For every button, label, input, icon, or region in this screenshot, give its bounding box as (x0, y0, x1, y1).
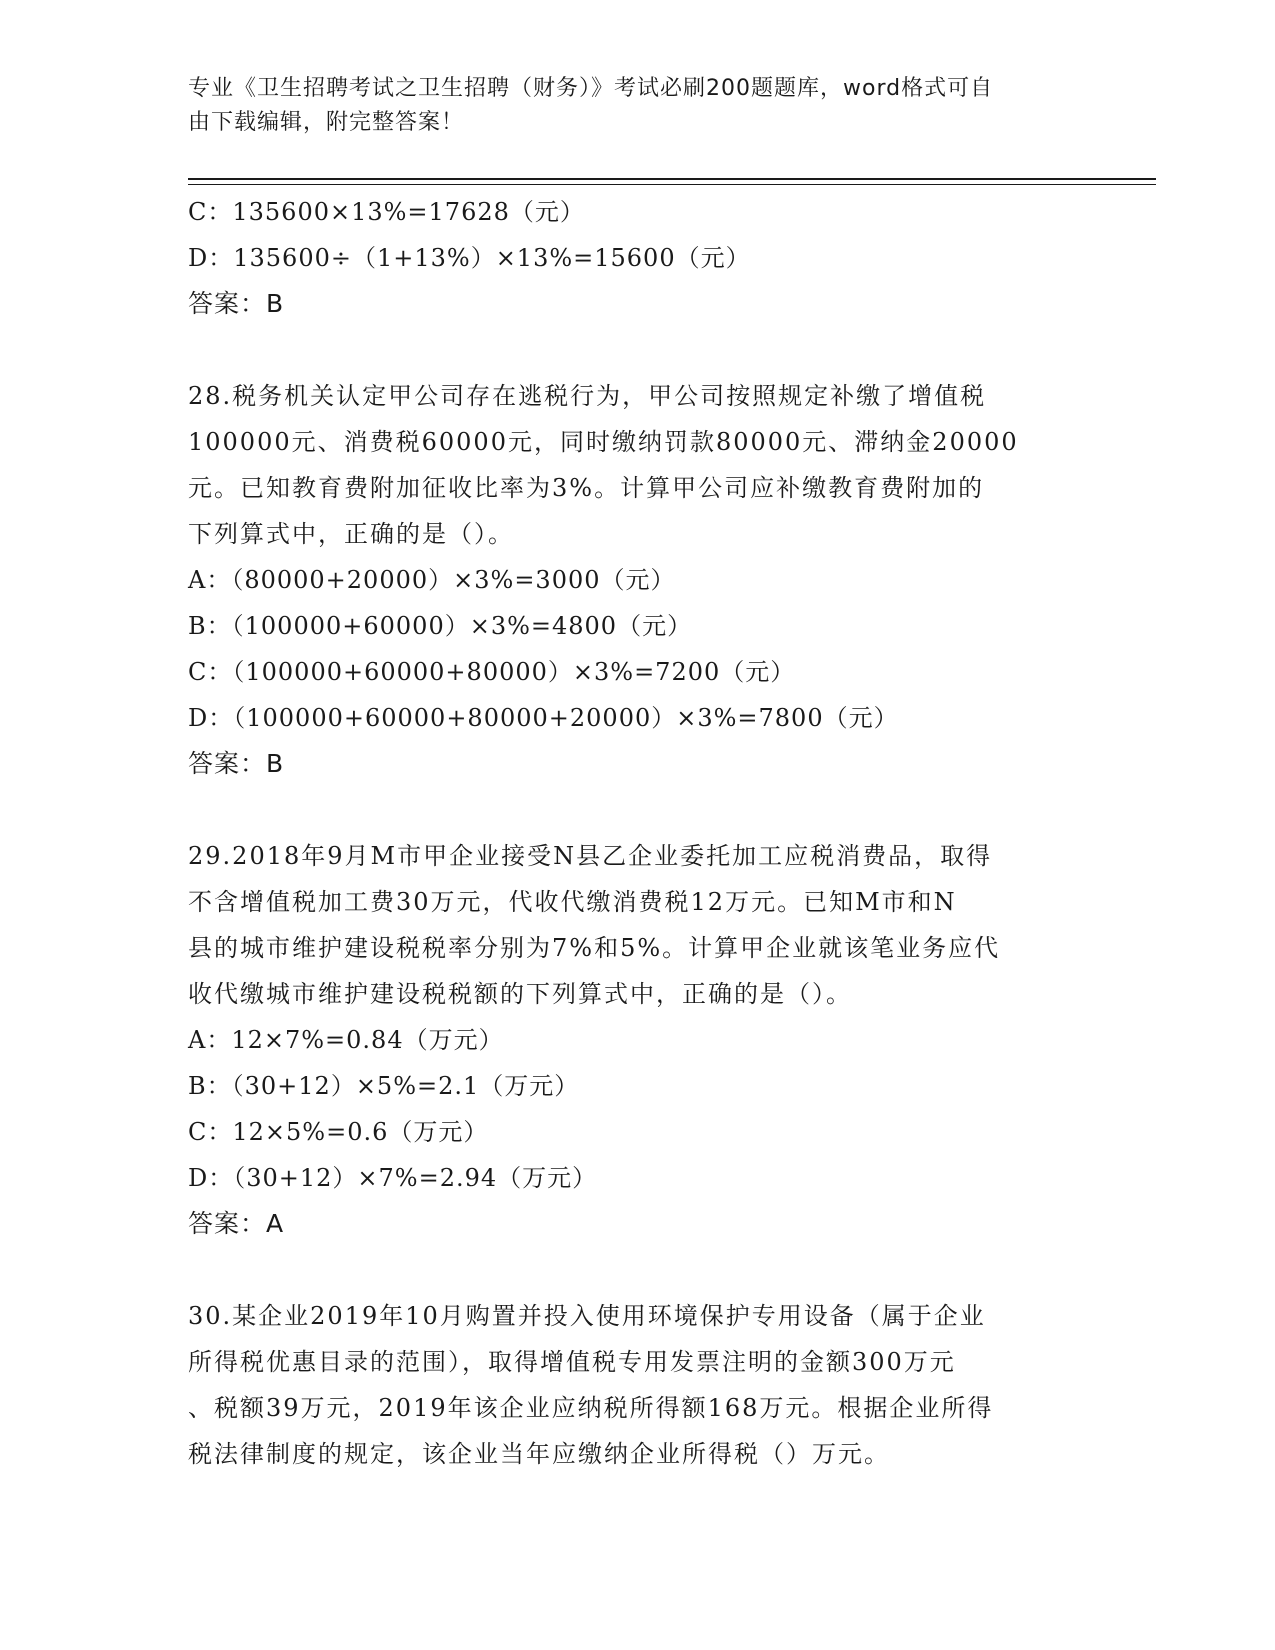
header-rule-thin (188, 184, 1156, 185)
option-c: C：135600×13%=17628（元） (188, 198, 585, 226)
question-text-line: 县的城市维护建设税税率分别为7%和5%。计算甲企业就该笔业务应代 (188, 934, 1001, 962)
question-text-line: 100000元、消费税60000元，同时缴纳罚款80000元、滞纳金20000 (188, 428, 1019, 456)
question-28 (188, 373, 1088, 557)
answer: 答案：B (188, 749, 285, 778)
question-text-line: 29.2018年9月M市甲企业接受N县乙企业委托加工应税消费品，取得 (188, 842, 993, 870)
option-d: D：（100000+60000+80000+20000）×3%=7800（元） (188, 704, 899, 732)
question-text-line: 下列算式中，正确的是（）。 (188, 520, 514, 548)
question-text-line: 税法律制度的规定，该企业当年应缴纳企业所得税（）万元。 (188, 1440, 890, 1468)
option-d: D：（30+12）×7%=2.94（万元） (188, 1164, 598, 1192)
spacer (188, 787, 1088, 833)
header-line-2: 由下载编辑，附完整答案！ (188, 110, 465, 135)
option-b: B：（30+12）×5%=2.1（万元） (188, 1072, 580, 1100)
question-text-line: 元。已知教育费附加征收比率为3%。计算甲公司应补缴教育费附加的 (188, 474, 985, 502)
answer: 答案：B (188, 289, 285, 318)
question-text-line: 、税额39万元，2019年该企业应纳税所得额168万元。根据企业所得 (188, 1394, 994, 1422)
spacer (188, 1247, 1088, 1293)
question-30 (188, 1293, 1088, 1477)
option-a: A：（80000+20000）×3%=3000（元） (188, 566, 676, 594)
option-b: B：（100000+60000）×3%=4800（元） (188, 612, 693, 640)
question-text-line: 所得税优惠目录的范围），取得增值税专用发票注明的金额300万元 (188, 1348, 956, 1376)
question-text-line: 28.税务机关认定甲公司存在逃税行为，甲公司按照规定补缴了增值税 (188, 382, 987, 410)
question-text-line: 收代缴城市维护建设税税额的下列算式中，正确的是（）。 (188, 980, 852, 1008)
page-header (188, 72, 1088, 140)
question-29 (188, 833, 1088, 1017)
question-text-line: 30.某企业2019年10月购置并投入使用环境保护专用设备（属于企业 (188, 1302, 986, 1330)
option-a: A：12×7%=0.84（万元） (188, 1026, 504, 1054)
question-27-tail (188, 189, 1088, 327)
spacer (188, 327, 1088, 373)
document-body (188, 189, 1088, 1477)
answer: 答案：A (188, 1209, 285, 1238)
header-line-1: 专业《卫生招聘考试之卫生招聘（财务）》考试必刷200题题库，word格式可自 (188, 76, 994, 101)
header-rule-thick (188, 178, 1156, 180)
option-c: C：12×5%=0.6（万元） (188, 1118, 489, 1146)
question-text-line: 不含增值税加工费30万元，代收代缴消费税12万元。已知M市和N (188, 888, 957, 916)
option-c: C：（100000+60000+80000）×3%=7200（元） (188, 658, 796, 686)
option-d: D：135600÷（1+13%）×13%=15600（元） (188, 244, 751, 272)
